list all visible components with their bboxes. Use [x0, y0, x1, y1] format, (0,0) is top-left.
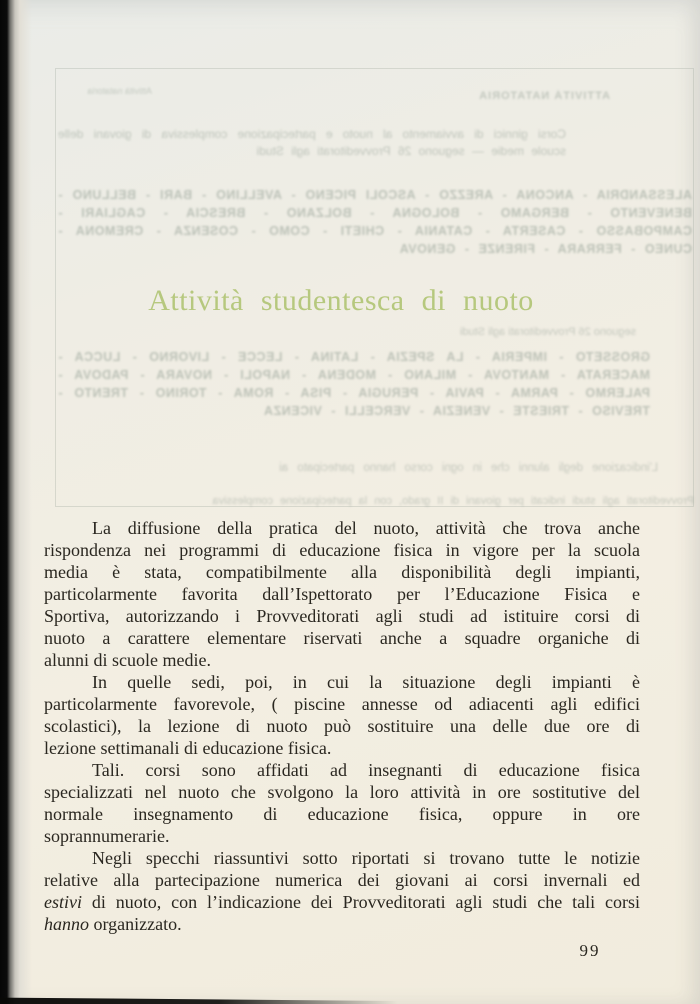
text-line — [44, 649, 640, 671]
text-line — [44, 583, 640, 605]
text-line — [44, 517, 640, 539]
text-segment: organizzato. — [89, 914, 182, 934]
text-line — [44, 605, 640, 627]
text-line — [44, 759, 640, 781]
text-segment: alunni di scuole medie. — [44, 650, 211, 670]
text-segment: nuoto a carattere elementare riservati anche a squadre organiche di — [44, 628, 640, 648]
text-segment: particolarmente favorita dall’Ispettorato per l’Educazione Fisica e — [44, 584, 640, 604]
scan-edge-left — [0, 0, 32, 1004]
text-line — [44, 869, 640, 891]
text-line — [44, 913, 640, 935]
text-segment: lezione settimanali di educazione fisica. — [44, 738, 332, 758]
body-text — [44, 517, 640, 935]
text-segment: In quelle sedi, poi, in cui la situazione degli impianti è — [92, 672, 640, 692]
text-line — [44, 539, 640, 561]
showthrough-text: Provveditorati agli studi indicati per giovani di II grado, con la partecipazione complessiva — [212, 495, 694, 507]
italic-text: hanno — [44, 914, 89, 934]
scan-edge-bottom — [0, 996, 398, 1004]
showthrough-text: ALESSANDRIA - ANCONA - AREZZO - ASCOLI PICENO - AVELLINO - BARI - BELLUNO - BENEVENTO - BERGAMO - BOLOGNA - BOLZANO - BRESCIA - CAGLIARI - CAMPOBASSO - CASERTA - CATANIA - CHIETI - COMO - COSENZA - CREMONA - CUNEO - FERRARA - FIRENZE - GENOVA — [58, 188, 692, 256]
showthrough-text: seguono 26 Provveditorati agli Studi — [459, 326, 636, 338]
text-line — [44, 693, 640, 715]
text-segment: rispondenza nei programmi di educazione fisica in vigore per la scuola — [44, 540, 640, 560]
text-segment: particolarmente favorevole, ( piscine annesse od adiacenti agli edifici — [44, 694, 640, 714]
text-line — [44, 715, 640, 737]
showthrough-text: Attività natatoria — [87, 86, 152, 96]
showthrough-text: GROSSETO - IMPERIA - LA SPEZIA - LATINA - LECCE - LIVORNO - LUCCA - MACERATA - MANTOVA - MILANO - MODENA - NAPOLI - NOVARA - PADOVA - PALERMO - PARMA - PAVIA - PERUGIA - PISA - ROMA - TORINO - TRENTO - TREVISO - TRIESTE - VENEZIA - VERCELLI - VICENZA — [58, 350, 650, 418]
text-segment: La diffusione della pratica del nuoto, attività che trova anche — [92, 518, 640, 538]
text-segment: Sportiva, autorizzando i Provveditorati agli studi ad istituire corsi di — [44, 606, 640, 626]
text-line — [44, 671, 640, 693]
showthrough-text: ATTIVITÀ NATATORIA — [478, 90, 610, 102]
showthrough-text: L’indicazione degli alunni che in ogni corso hanno partecipato ai — [279, 462, 658, 474]
text-segment: di nuoto, con l’indicazione dei Provveditorati agli studi che tali corsi — [82, 892, 640, 912]
text-segment: specializzati nel nuoto che svolgono la loro attività in ore sostitutive del — [44, 782, 640, 802]
text-segment: scolastici), la lezione di nuoto può sostituire una delle due ore di — [44, 716, 640, 736]
text-segment: relative alla partecipazione numerica dei giovani ai corsi invernali ed — [44, 870, 640, 890]
text-line — [44, 781, 640, 803]
page-number: 99 — [579, 941, 601, 960]
showthrough-text: Corsi ginnici di avviamento al nuoto e partecipazione complessiva di giovani delle scuole medie — seguono 26 Provveditorati agli Studi — [58, 127, 566, 158]
page-title: Attività studentesca di nuoto — [148, 284, 534, 317]
text-line — [44, 561, 640, 583]
text-segment: media è stata, compatibilmente alla disponibilità degli impianti, — [44, 562, 640, 582]
text-line — [44, 891, 640, 913]
text-line — [44, 847, 640, 869]
text-segment: soprannumerarie. — [44, 826, 170, 846]
text-line — [44, 803, 640, 825]
text-segment: normale insegnamento di educazione fisica, oppure in ore — [44, 804, 640, 824]
text-segment: Negli specchi riassuntivi sotto riportati si trovano tutte le notizie — [92, 848, 640, 868]
text-line — [44, 825, 640, 847]
text-line — [44, 627, 640, 649]
text-line — [44, 737, 640, 759]
italic-text: estivi — [44, 892, 82, 912]
text-segment: Tali. corsi sono affidati ad insegnanti di educazione fisica — [92, 760, 640, 780]
